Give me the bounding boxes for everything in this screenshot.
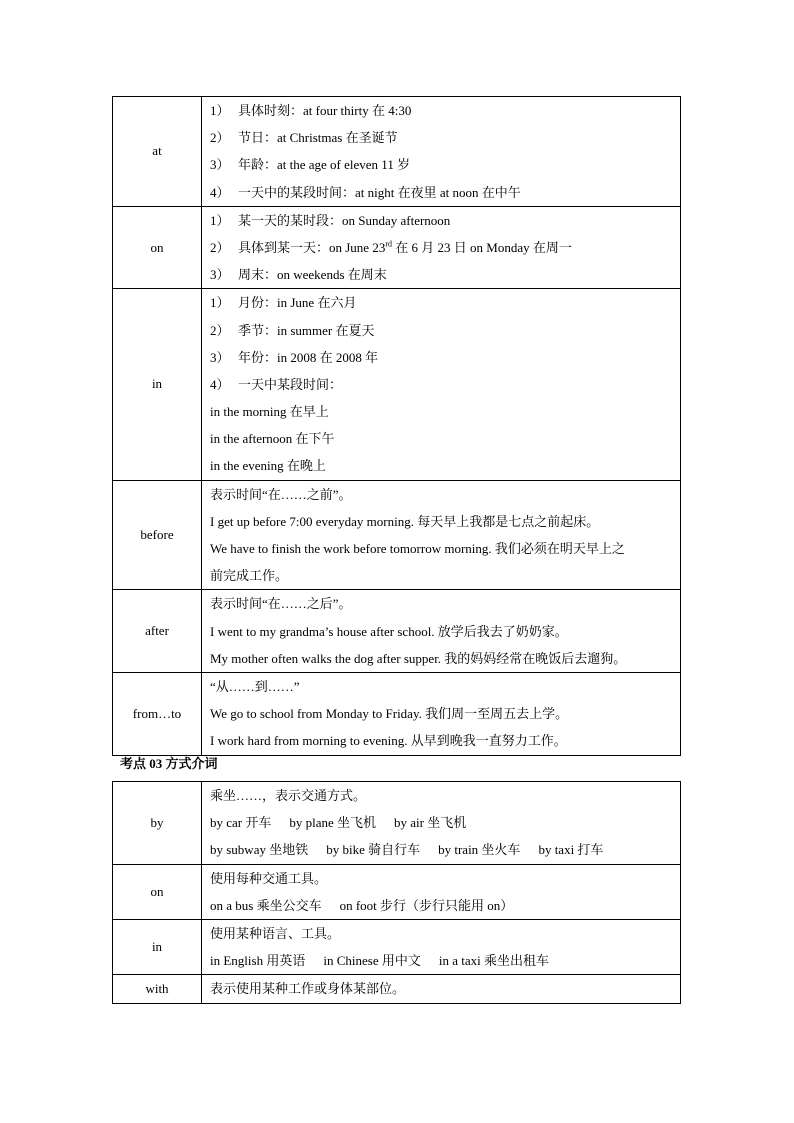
usage-line: [210, 535, 676, 562]
usage-text: We have to finish the work before tomorrow morning. 我们必须在明天早上之: [210, 541, 625, 556]
usage-text: 周末：on weekends 在周末: [238, 267, 387, 283]
usage-text: I work hard from morning to evening. 从早到晚我一直努力工作。: [210, 733, 567, 749]
usage-cell: [202, 97, 681, 207]
example-phrase: by train 坐火车: [438, 842, 521, 858]
example-phrase: by car 开车: [210, 815, 272, 831]
usage-text: in the evening 在晚上: [210, 458, 326, 474]
list-number: 1）: [210, 103, 230, 118]
list-number: 3）: [210, 267, 230, 283]
table-row: [113, 975, 681, 1003]
usage-line: [210, 618, 676, 645]
usage-cell: [202, 919, 681, 974]
usage-text: I get up before 7:00 everyday morning. 每天早上我都是七点之前起床。: [210, 513, 600, 529]
usage-text: 年龄：at the age of eleven 11 岁: [238, 157, 411, 173]
example-phrase: on foot 步行（步行只能用 on）: [339, 897, 514, 913]
usage-line: [210, 947, 676, 974]
example-phrase: in a taxi 乘坐出租车: [438, 953, 549, 969]
usage-cell: [202, 206, 681, 289]
preposition-cell: with: [113, 975, 202, 1003]
usage-line: [210, 892, 676, 919]
example-phrase: in English 用英语: [210, 953, 306, 969]
table-row: [113, 919, 681, 974]
usage-line: [210, 673, 676, 700]
table-row: [113, 590, 681, 673]
preposition-cell: before: [113, 480, 202, 590]
usage-text: 在 6 月 23 日 on Monday 在周一: [392, 239, 572, 255]
table-row: [113, 782, 681, 865]
usage-text: I went to my grandma’s house after school. 放学后我去了奶奶家。: [210, 623, 568, 639]
usage-line: [210, 179, 676, 206]
usage-line: [210, 452, 676, 479]
usage-cell: [202, 289, 681, 480]
list-number: 2）: [210, 130, 230, 146]
table-row: [113, 97, 681, 207]
usage-line: [210, 207, 676, 234]
usage-text: 前完成工作。: [210, 568, 289, 584]
preposition-cell: on: [113, 864, 202, 919]
example-phrase: by air 坐飞机: [394, 815, 467, 831]
table-row: [113, 289, 681, 480]
usage-text: 表示时间“在……之后”。: [210, 596, 352, 612]
list-number: 2）: [210, 239, 230, 255]
list-number: 1）: [210, 295, 230, 311]
list-number: 4）: [210, 376, 230, 392]
list-number: 2）: [210, 322, 230, 338]
example-phrase: in Chinese 用中文: [323, 953, 421, 969]
usage-text: We go to school from Monday to Friday. 我们周一至周五去上学。: [210, 706, 569, 722]
usage-line: [210, 481, 676, 508]
preposition-cell: by: [113, 782, 202, 865]
usage-line: [210, 371, 676, 398]
usage-line: [210, 562, 676, 589]
usage-line: [210, 289, 676, 316]
usage-text: 具体时刻：at four thirty 在 4:30: [238, 103, 412, 118]
usage-cell: [202, 864, 681, 919]
usage-line: [210, 865, 676, 892]
usage-line: [210, 508, 676, 535]
usage-text: 一天中某段时间：: [238, 376, 343, 392]
usage-text: 表示时间“在……之前”。: [210, 486, 352, 502]
usage-line: [210, 782, 676, 809]
usage-line: [210, 809, 676, 836]
usage-text: 一天中的某段时间：at night 在夜里 at noon 在中午: [238, 184, 521, 200]
usage-line: [210, 590, 676, 617]
table-row: [113, 206, 681, 289]
example-phrase: on a bus 乘坐公交车: [210, 897, 322, 913]
usage-cell: [202, 590, 681, 673]
usage-cell: [202, 672, 681, 755]
manner-prepositions-table: [112, 781, 681, 1004]
preposition-cell: at: [113, 97, 202, 207]
preposition-cell: from…to: [113, 672, 202, 755]
usage-text: in the afternoon 在下午: [210, 431, 335, 447]
usage-line: [210, 836, 676, 863]
example-phrase: by bike 骑自行车: [326, 842, 421, 858]
usage-line: [210, 645, 676, 672]
usage-line: [210, 344, 676, 371]
usage-text: in the morning 在早上: [210, 404, 329, 420]
list-number: 4）: [210, 184, 230, 200]
section-title: 考点 03 方式介词: [120, 756, 218, 771]
list-number: 3）: [210, 349, 230, 365]
usage-text: 年份：in 2008 在 2008 年: [238, 349, 379, 365]
usage-text: 某一天的某时段：on Sunday afternoon: [238, 212, 451, 228]
usage-line: [210, 97, 676, 124]
usage-line: [210, 261, 676, 288]
usage-line: [210, 317, 676, 344]
usage-cell: [202, 782, 681, 865]
preposition-cell: on: [113, 206, 202, 289]
usage-cell: [202, 480, 681, 590]
usage-line: [210, 975, 676, 1002]
list-number: 1）: [210, 212, 230, 228]
usage-line: [210, 151, 676, 178]
example-phrase: by subway 坐地铁: [210, 842, 309, 858]
usage-line: [210, 425, 676, 452]
table-row: [113, 864, 681, 919]
usage-line: [210, 920, 676, 947]
usage-line: [210, 700, 676, 727]
example-phrase: by plane 坐飞机: [289, 815, 377, 831]
time-prepositions-table: [112, 96, 681, 756]
table-row: [113, 480, 681, 590]
usage-text: 月份：in June 在六月: [238, 295, 357, 311]
usage-text: 使用某种语言、工具。: [210, 925, 341, 941]
usage-line: [210, 124, 676, 151]
preposition-cell: in: [113, 919, 202, 974]
usage-line: [210, 398, 676, 425]
usage-text: 具体到某一天：on June 23: [238, 239, 386, 255]
usage-text: My mother often walks the dog after supper. 我的妈妈经常在晚饭后去遛狗。: [210, 650, 627, 666]
usage-text: 表示使用某种工作或身体某部位。: [210, 981, 406, 997]
ordinal-suffix: rd: [385, 239, 393, 249]
usage-text: 季节：in summer 在夏天: [238, 322, 375, 338]
usage-cell: [202, 975, 681, 1003]
preposition-cell: after: [113, 590, 202, 673]
usage-line: [210, 234, 676, 261]
usage-text: 使用每种交通工具。: [210, 870, 328, 886]
table-row: [113, 672, 681, 755]
preposition-cell: in: [113, 289, 202, 480]
example-phrase: by taxi 打车: [538, 842, 604, 858]
usage-line: [210, 727, 676, 754]
usage-text: 乘坐……，表示交通方式。: [210, 788, 367, 803]
usage-text: 节日：at Christmas 在圣诞节: [238, 130, 398, 146]
usage-text: “从……到……”: [210, 678, 300, 694]
list-number: 3）: [210, 157, 230, 173]
